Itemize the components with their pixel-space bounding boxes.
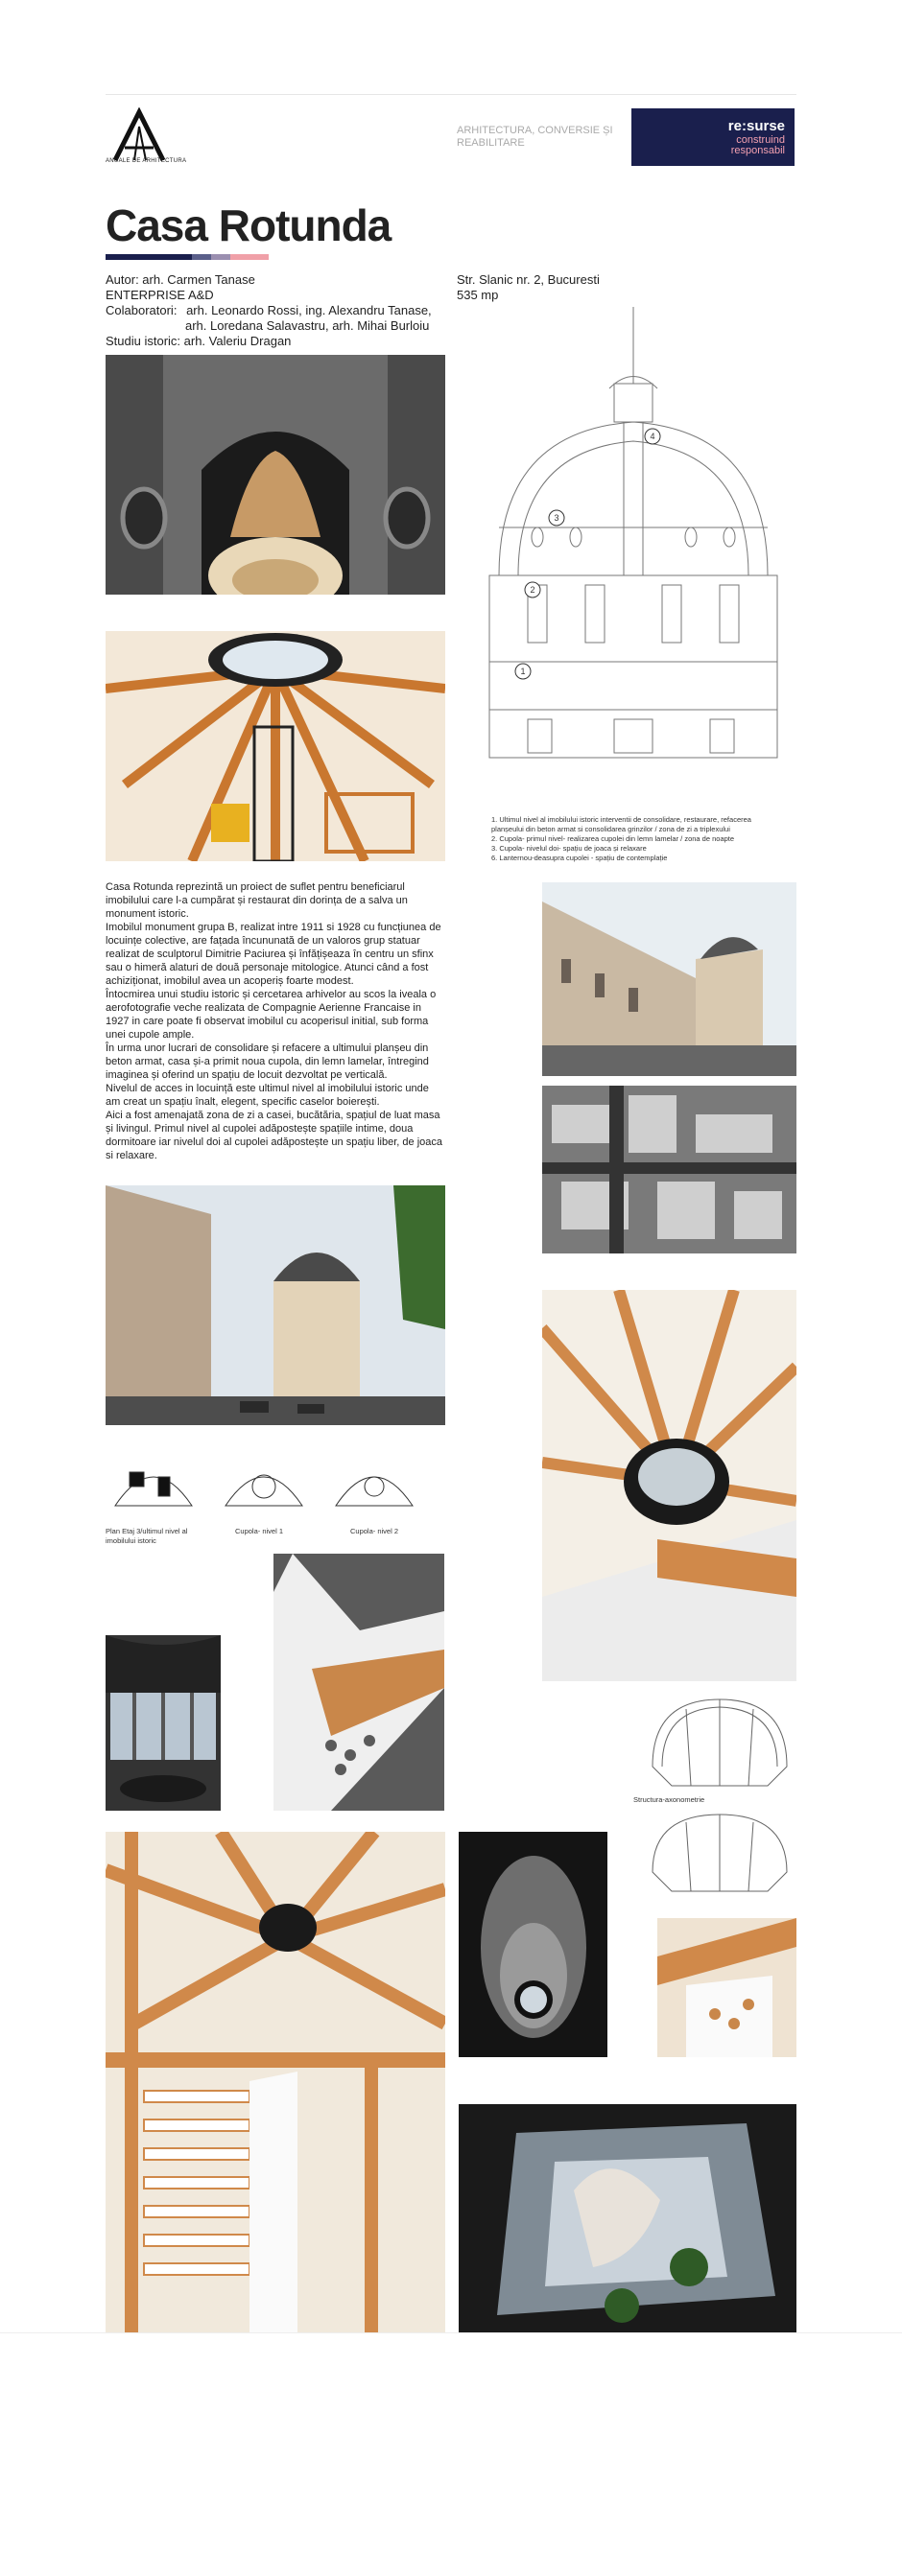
section-notes bbox=[491, 815, 779, 863]
badge-brand: re:surse bbox=[727, 118, 785, 134]
note-2: 2. Cupola- primul nivel- realizarea cupolei din lemn lamelar / zona de noapte bbox=[491, 834, 735, 843]
photo-oculus-tube bbox=[459, 1832, 607, 2057]
photo-street-view bbox=[542, 882, 796, 1076]
badge-line1: construind bbox=[736, 134, 785, 146]
plan-label-2: Cupola- nivel 1 bbox=[235, 1527, 284, 1535]
description bbox=[106, 880, 446, 1162]
badge-line2: responsabil bbox=[730, 145, 785, 156]
badge-tagline bbox=[631, 135, 785, 156]
photo-stair-cutout bbox=[273, 1554, 444, 1811]
photo-lantern bbox=[106, 1635, 221, 1811]
photo-building-corner bbox=[106, 1185, 445, 1425]
collab-label: Colaboratori: bbox=[106, 303, 178, 317]
description-p6: Aici a fost amenajată zona de zi a casei, bucătăria, spațiul de luat masa și livingul. Primul nivel al cupolei adăpostește spațiile intime, doua dormitoare iar nivelul doi al cupolei adăpostește un spațiu liber, de joaca si relaxare. bbox=[106, 1110, 442, 1161]
area: 535 mp bbox=[457, 288, 499, 302]
photo-dome-oculus bbox=[542, 1290, 796, 1681]
collab-line2: arh. Loredana Salavastru, arh. Mihai Burloiu bbox=[185, 318, 430, 333]
title-bar-violet bbox=[211, 254, 230, 260]
description-p2: Imobilul monument grupa B, realizat intre 1911 si 1928 cu funcțiunea de locuințe colective, are fațada încununată de un valoros grup statuar realizat de sculptorul Dimitrie Paciurea și înfățișeaza în centru un sfinx sau o himeră alaturi de două personaje mitologice. Atunci când a fost achiziționat, imobilul avea un acoperiș foarte modest. bbox=[106, 922, 441, 987]
title-bar-mid bbox=[192, 254, 211, 260]
description-p5: Nivelul de acces in locuință este ultimul nivel al imobilului istoric unde am creat un spațiu înalt, elegent, specific caselor boierești. bbox=[106, 1083, 429, 1108]
title-bar-pink bbox=[230, 254, 269, 260]
note-3: 3. Cupola- nivelul doi- spațiu de joaca și relaxare bbox=[491, 844, 647, 853]
note-1: 1. Ultimul nivel al imobilului istoric interventii de consolidare, restaurare, refacerea planșeului din beton armat si consolidarea grinzilor / zona de zi a triplexului bbox=[491, 815, 751, 833]
section-drawing bbox=[480, 297, 787, 777]
credits bbox=[106, 272, 432, 349]
description-p4: În urma unor lucrari de consolidare și refacere a ultimului planșeu din beton armat, casa și-a primit noua cupola, din lemn lamelar, întregind imaginea și oferind un spațiu de locuit dezvoltat pe verticală. bbox=[106, 1042, 429, 1081]
address: Str. Slanic nr. 2, Bucuresti bbox=[457, 272, 600, 287]
axon-label: Structura-axonometrie bbox=[633, 1795, 705, 1804]
collab-line1: arh. Leonardo Rossi, ing. Alexandru Tanase, bbox=[186, 303, 432, 317]
author: Autor: arh. Carmen Tanase bbox=[106, 272, 255, 287]
photo-facade-statues bbox=[106, 355, 445, 595]
photo-stair-detail bbox=[657, 1918, 796, 2057]
photo-looking-up bbox=[459, 2104, 796, 2332]
photo-dome-interior bbox=[106, 631, 445, 861]
title-bar-navy bbox=[106, 254, 192, 260]
plan-label-1: Plan Etaj 3/ultimul nivel al imobilului istoric bbox=[106, 1527, 188, 1545]
note-4: 6. Lanternou-deasupra cupolei - spațiu de contemplație bbox=[491, 854, 668, 862]
floor-plans bbox=[106, 1448, 441, 1554]
description-p3: Întocmirea unui studiu istoric și cercetarea arhivelor au scos la iveala o aerofotografie veche realizata de Compagnie Aerienne Francaise in 1927 in care poate fi observat imobilul cu acoperisul initial, sub forma unei cupole ample. bbox=[106, 989, 437, 1041]
collaborators bbox=[106, 303, 432, 318]
plan-label-3: Cupola- nivel 2 bbox=[350, 1527, 399, 1535]
historical-study: Studiu istoric: arh. Valeriu Dragan bbox=[106, 334, 292, 348]
section-label: ARHITECTURA, CONVERSIE ȘI REABILITARE bbox=[457, 125, 613, 149]
section-number-4: 4 bbox=[650, 432, 655, 441]
page-title: Casa Rotunda bbox=[106, 200, 392, 250]
resurse-badge bbox=[631, 108, 795, 166]
firm: ENTERPRISE A&D bbox=[106, 288, 214, 302]
logo-text: ANUALE DE ARHITECTURA bbox=[106, 158, 187, 164]
description-p1: Casa Rotunda reprezintă un proiect de suflet pentru beneficiarul imobilului care l-a cumpărat și restaurat din dorința de a salva un monument istoric. bbox=[106, 881, 408, 920]
section-number-1: 1 bbox=[520, 667, 526, 676]
photo-staircase-dome bbox=[106, 1832, 445, 2332]
bottom-divider bbox=[0, 2332, 902, 2333]
photo-aerial-1927 bbox=[542, 1086, 796, 1253]
top-divider bbox=[106, 94, 796, 95]
section-number-3: 3 bbox=[554, 513, 559, 523]
section-number-2: 2 bbox=[530, 585, 535, 595]
